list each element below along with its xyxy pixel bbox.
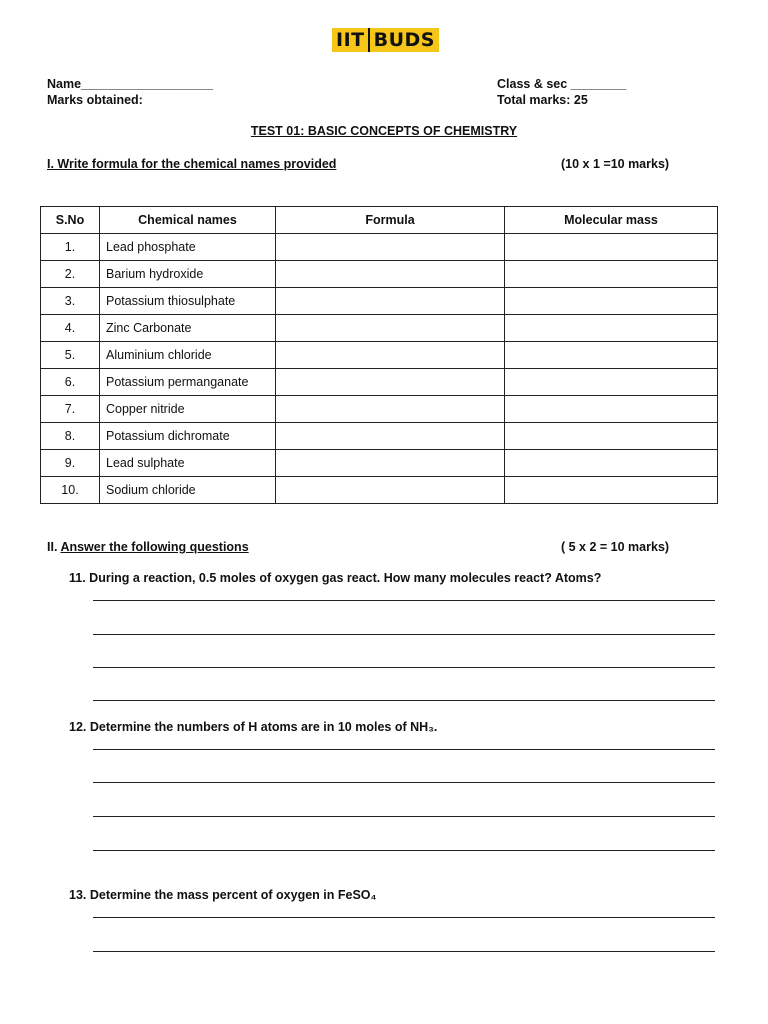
formula-cell[interactable]: [276, 315, 505, 342]
column-header-molecular-mass: Molecular mass: [505, 207, 718, 234]
answer-line[interactable]: [93, 816, 715, 817]
column-header-sno: S.No: [41, 207, 100, 234]
molecular-mass-cell[interactable]: [505, 315, 718, 342]
formula-cell[interactable]: [276, 261, 505, 288]
molecular-mass-cell[interactable]: [505, 369, 718, 396]
table-header-row: [41, 207, 718, 234]
molecular-mass-cell[interactable]: [505, 477, 718, 504]
table-row: [41, 261, 718, 288]
answer-line[interactable]: [93, 634, 715, 635]
section1-marks: (10 x 1 =10 marks): [561, 157, 670, 171]
molecular-mass-cell[interactable]: [505, 342, 718, 369]
row-chemical-name: Potassium thiosulphate: [100, 288, 276, 315]
question-text: Determine the numbers of H atoms are in 10 moles of NH₃.: [89, 720, 438, 734]
molecular-mass-cell[interactable]: [505, 234, 718, 261]
row-sno: 3.: [41, 288, 100, 315]
marks-obtained-label: Marks obtained:: [47, 93, 143, 107]
section2-prefix: II.: [47, 540, 58, 554]
answer-line[interactable]: [93, 749, 715, 750]
name-field-label: Name___________________: [47, 77, 214, 91]
row-chemical-name: Zinc Carbonate: [100, 315, 276, 342]
answer-line[interactable]: [93, 667, 715, 668]
row-chemical-name: Sodium chloride: [100, 477, 276, 504]
formula-cell[interactable]: [276, 342, 505, 369]
column-header-formula: Formula: [276, 207, 505, 234]
question-number: 12.: [69, 720, 87, 734]
formula-cell[interactable]: [276, 477, 505, 504]
row-chemical-name: Copper nitride: [100, 396, 276, 423]
question-number: 13.: [69, 888, 87, 902]
molecular-mass-cell[interactable]: [505, 423, 718, 450]
molecular-mass-cell[interactable]: [505, 261, 718, 288]
table-row: [41, 477, 718, 504]
table-row: [41, 396, 718, 423]
formula-cell[interactable]: [276, 396, 505, 423]
section2-marks: ( 5 x 2 = 10 marks): [561, 540, 670, 554]
table-row: [41, 342, 718, 369]
row-sno: 2.: [41, 261, 100, 288]
table-row: [41, 234, 718, 261]
row-chemical-name: Potassium permanganate: [100, 369, 276, 396]
answer-line[interactable]: [93, 917, 715, 918]
row-chemical-name: Lead phosphate: [100, 234, 276, 261]
question-text: Determine the mass percent of oxygen in FeSO₄: [89, 888, 377, 902]
row-sno: 4.: [41, 315, 100, 342]
logo-part-iit: IIT: [332, 28, 368, 52]
section1-heading: I. Write formula for the chemical names provided: [47, 157, 337, 171]
class-section-label: Class & sec ________: [497, 77, 627, 91]
row-sno: 9.: [41, 450, 100, 477]
molecular-mass-cell[interactable]: [505, 396, 718, 423]
table-row: [41, 423, 718, 450]
chemical-table: [40, 206, 718, 504]
answer-line[interactable]: [93, 951, 715, 952]
formula-cell[interactable]: [276, 369, 505, 396]
formula-cell[interactable]: [276, 288, 505, 315]
table-row: [41, 288, 718, 315]
row-chemical-name: Barium hydroxide: [100, 261, 276, 288]
molecular-mass-cell[interactable]: [505, 450, 718, 477]
section2-title: Answer the following questions: [60, 540, 249, 554]
row-sno: 5.: [41, 342, 100, 369]
section2-heading: [47, 540, 249, 554]
answer-line[interactable]: [93, 700, 715, 701]
logo-part-buds: BUDS: [368, 28, 439, 52]
row-sno: 6.: [41, 369, 100, 396]
column-header-chemical-names: Chemical names: [100, 207, 276, 234]
table-row: [41, 450, 718, 477]
row-chemical-name: Aluminium chloride: [100, 342, 276, 369]
row-chemical-name: Lead sulphate: [100, 450, 276, 477]
table-row: [41, 315, 718, 342]
row-chemical-name: Potassium dichromate: [100, 423, 276, 450]
answer-line[interactable]: [93, 782, 715, 783]
test-title: TEST 01: BASIC CONCEPTS OF CHEMISTRY: [250, 124, 518, 138]
molecular-mass-cell[interactable]: [505, 288, 718, 315]
iitbuds-logo: [332, 28, 439, 52]
formula-cell[interactable]: [276, 450, 505, 477]
row-sno: 7.: [41, 396, 100, 423]
question-text: During a reaction, 0.5 moles of oxygen gas react. How many molecules react? Atoms?: [89, 571, 602, 585]
question-11: [69, 571, 601, 585]
total-marks-label: Total marks: 25: [497, 93, 588, 107]
answer-line[interactable]: [93, 600, 715, 601]
question-13: [69, 888, 376, 902]
formula-cell[interactable]: [276, 423, 505, 450]
question-12: [69, 720, 437, 734]
answer-line[interactable]: [93, 850, 715, 851]
row-sno: 10.: [41, 477, 100, 504]
table-row: [41, 369, 718, 396]
row-sno: 8.: [41, 423, 100, 450]
question-number: 11.: [69, 571, 86, 585]
row-sno: 1.: [41, 234, 100, 261]
formula-cell[interactable]: [276, 234, 505, 261]
